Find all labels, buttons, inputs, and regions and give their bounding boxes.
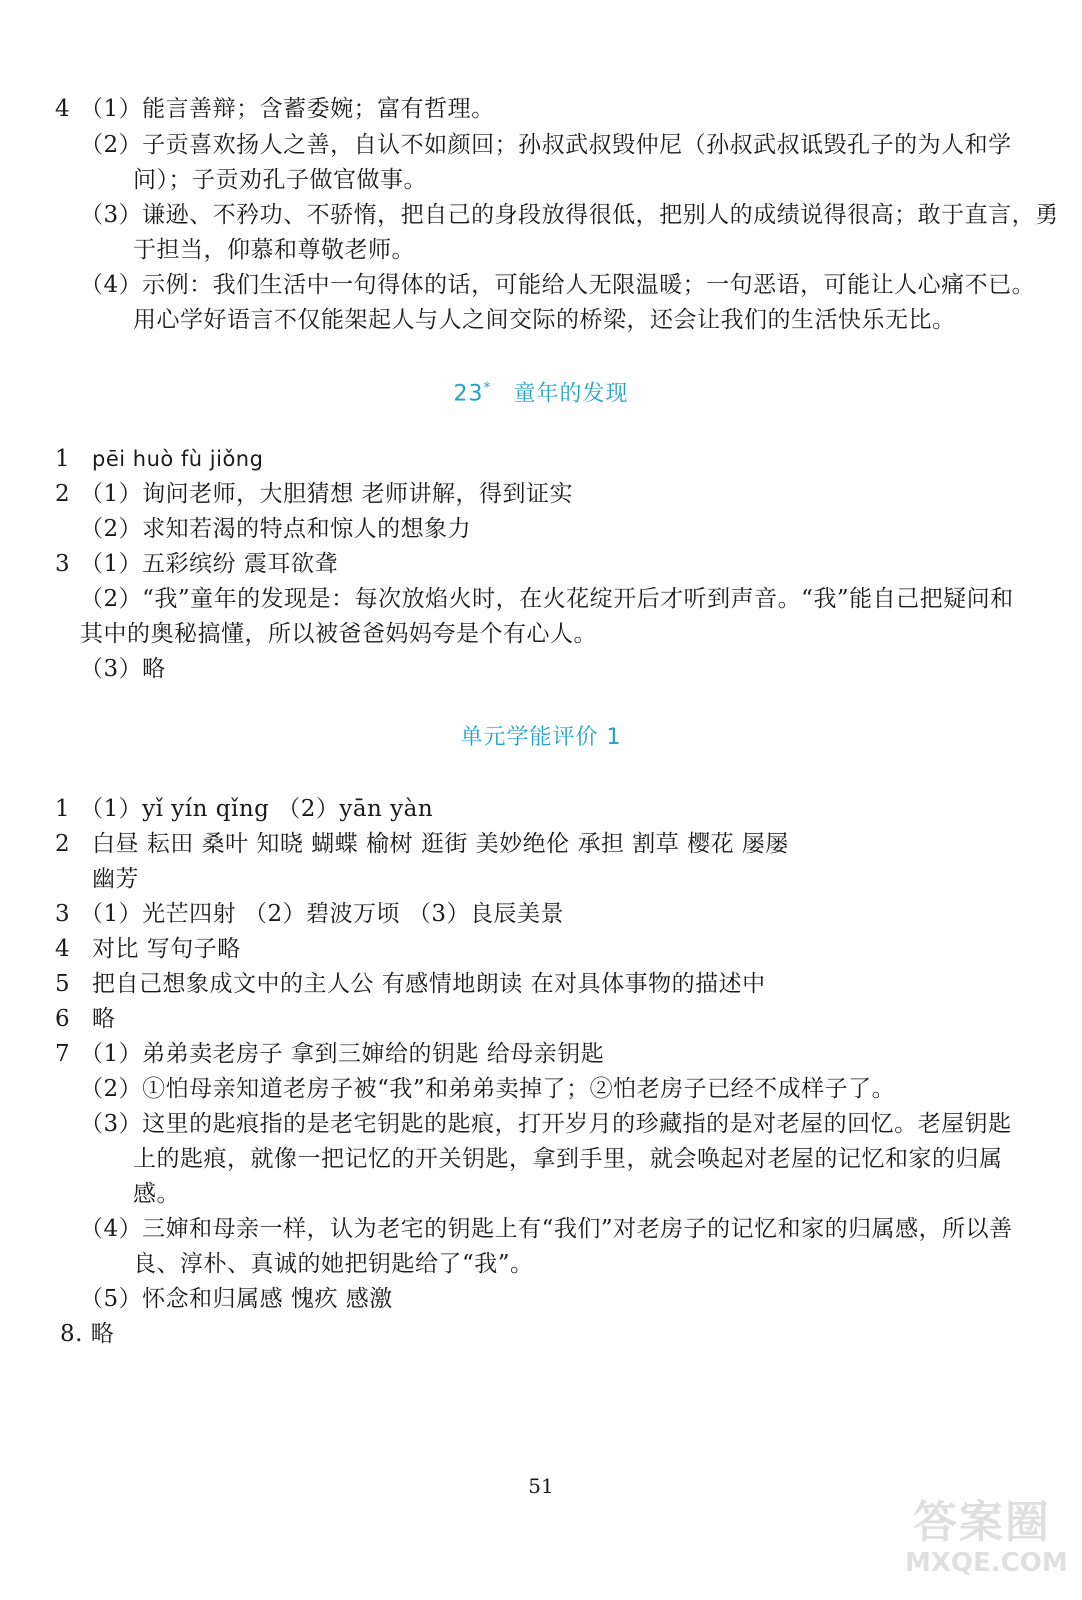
question-number: 3 (55, 551, 70, 577)
question-number: 2 (55, 481, 70, 507)
section-heading (0, 373, 1082, 409)
answer-line: 其中的奥秘搞懂，所以被爸爸妈妈夸是个有心人。 (80, 621, 597, 647)
lesson-number: 23 (453, 381, 484, 407)
question-number: 4 (55, 96, 70, 122)
page-number: 51 (528, 1474, 554, 1498)
section-heading: 单元学能评价 1 (460, 725, 622, 750)
answer-line: （2）子贡喜欢扬人之善，自认不如颜回；孙叔武叔毁仲尼（孙叔武叔诋毁孔子的为人和学 (80, 132, 1012, 158)
answer-line: 幽芳 (92, 866, 139, 892)
answer-line: （3）这里的匙痕指的是老宅钥匙的匙痕，打开岁月的珍藏指的是对老屋的回忆。老屋钥匙 (80, 1111, 1012, 1137)
question-number: 4 (55, 936, 70, 962)
watermark-text: 答案圈 (913, 1497, 1051, 1548)
question-number: 1 (55, 446, 70, 472)
answer-line: （3）略 (80, 656, 166, 682)
question-number: 2 (55, 831, 70, 857)
question-number: 3 (55, 901, 70, 927)
pinyin-answer: pēi huò fù jiǒng (92, 447, 264, 471)
answer-line: 略 (92, 1006, 116, 1032)
answer-line: （1）五彩缤纷 震耳欲聋 (80, 551, 338, 577)
answer-line: 上的匙痕，就像一把记忆的开关钥匙，拿到手里，就会唤起对老屋的记忆和家的归属 (133, 1146, 1003, 1172)
answer-line: 于担当，仰慕和尊敬老师。 (133, 237, 415, 263)
question-number: 1 (55, 796, 70, 822)
answer-line: （1）弟弟卖老房子 拿到三婶给的钥匙 给母亲钥匙 (80, 1041, 605, 1067)
answer-line: 对比 写句子略 (92, 936, 241, 962)
answer-line: （1）光芒四射 （2）碧波万顷 （3）良辰美景 (80, 901, 565, 927)
answer-line: （5）怀念和归属感 愧疚 感激 (80, 1286, 393, 1312)
answer-line: 问）；子贡劝孔子做官做事。 (133, 167, 427, 193)
optional-lesson-star: * (483, 380, 492, 396)
lesson-title: 童年的发现 (513, 381, 629, 407)
answer-line: （3）谦逊、不矜功、不骄惰，把自己的身段放得很低，把别人的成绩说得很高；敢于直言，勇 (80, 202, 1059, 228)
answer-line: （4）三婶和母亲一样，认为老宅的钥匙上有“我们”对老房子的记忆和家的归属感，所以善 (80, 1216, 1013, 1242)
answer-line: （2）①怕母亲知道老房子被“我”和弟弟卖掉了；②怕老房子已经不成样子了。 (80, 1076, 896, 1102)
answer-line: （1）询问老师，大胆猜想 老师讲解，得到证实 (80, 481, 573, 507)
answer-line: （2）“我”童年的发现是：每次放焰火时，在火花绽开后才听到声音。“我”能自己把疑问和 (80, 586, 1014, 612)
answer-line: （1）能言善辩；含蓄委婉；富有哲理。 (80, 96, 495, 122)
answer-line: 把自己想象成文中的主人公 有感情地朗读 在对具体事物的描述中 (92, 971, 766, 997)
watermark-logo (905, 1498, 1075, 1590)
answer-line: 感。 (133, 1181, 180, 1207)
question-number: 6 (55, 1006, 70, 1032)
answer-line: 良、淳朴、真诚的她把钥匙给了“我”。 (133, 1251, 534, 1277)
question-number: 5 (55, 971, 70, 997)
watermark-url: MXQE.COM (905, 1548, 1068, 1578)
answer-line: （2）求知若渴的特点和惊人的想象力 (80, 516, 472, 542)
answer-line: 8. 略 (60, 1321, 115, 1347)
answer-line: （4）示例：我们生活中一句得体的话，可能给人无限温暖；一句恶语，可能让人心痛不已。 (80, 272, 1036, 298)
pinyin-answer: （1）yǐ yín qǐng （2）yān yàn (80, 796, 434, 822)
answer-line: 白昼 耘田 桑叶 知晓 蝴蝶 榆树 逛街 美妙绝伦 承担 割草 樱花 屡屡 (92, 831, 789, 857)
answer-line: 用心学好语言不仅能架起人与人之间交际的桥梁，还会让我们的生活快乐无比。 (133, 307, 956, 333)
question-number: 7 (55, 1041, 70, 1067)
